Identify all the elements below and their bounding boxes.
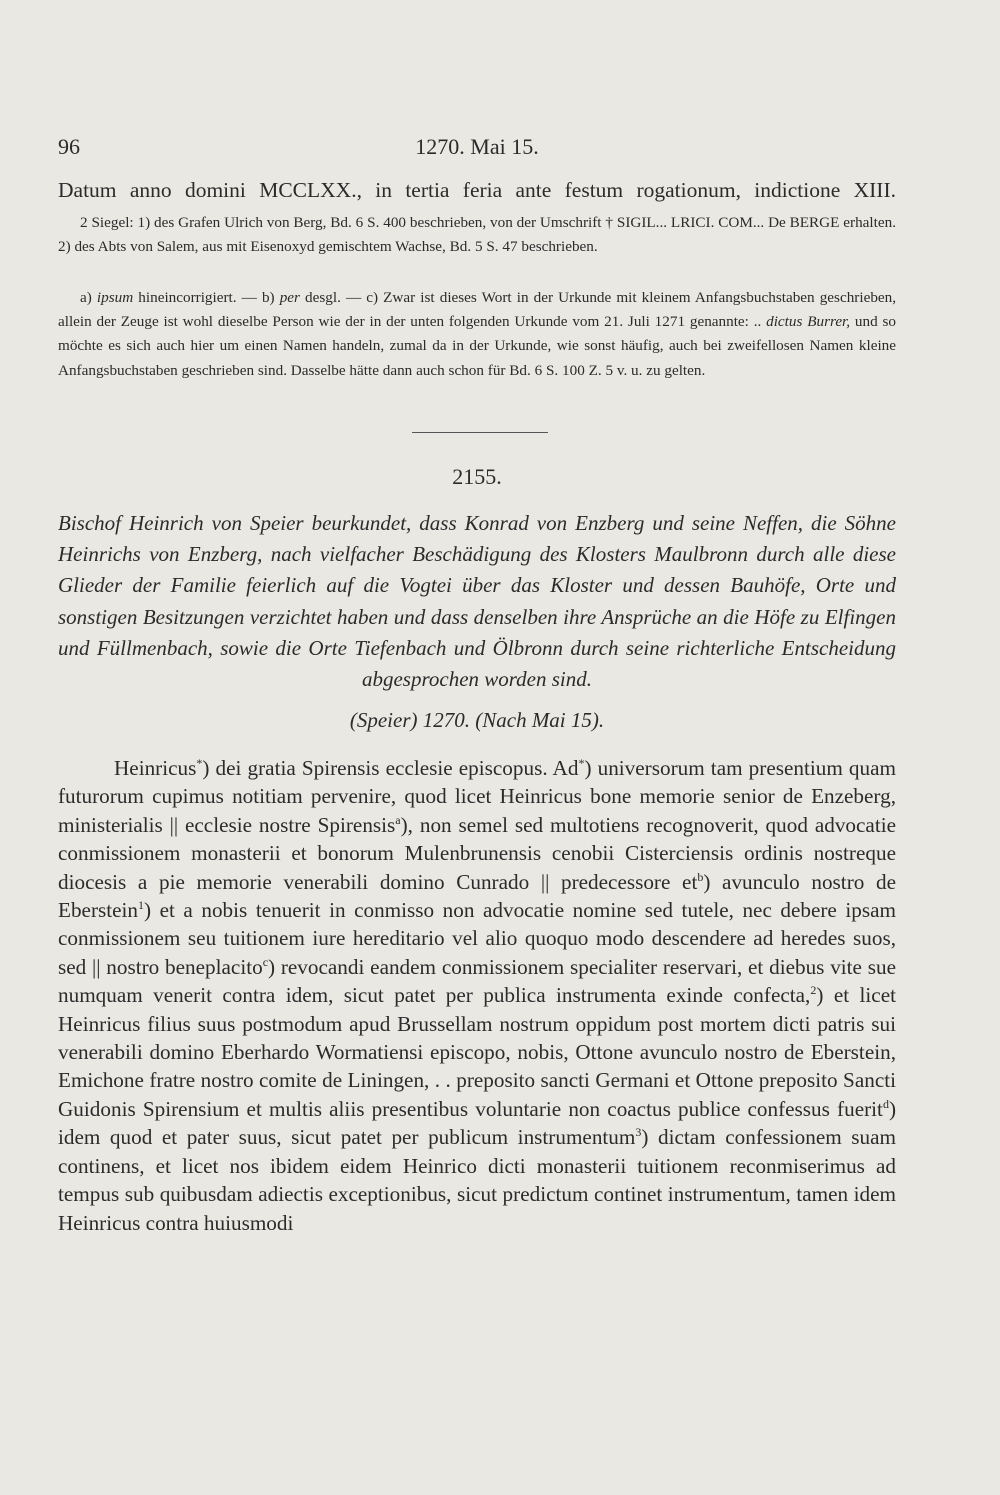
footnote-marker: d [882, 1096, 889, 1111]
note-c-term: dictus Burrer, [766, 313, 851, 331]
note-a-text: hineincorrigiert. — [138, 289, 257, 306]
note-b-label: b) [261, 289, 275, 306]
document-number: 2155. [452, 464, 502, 489]
footnote-marker: a [395, 812, 401, 827]
footnote-marker: b [697, 869, 704, 884]
seal-description: 2 Siegel: 1) des Grafen Ulrich von Berg, Bd. 6 S. 400 beschrieben, von der Umschrift † SIGIL... LRICI. COM... De BERGE erhalten. 2) des Abts von Salem, aus mit Eisenoxyd gemischtem Wachse, Bd. 5 S. 47 beschrieben. [58, 214, 896, 256]
text-segment: Heinricus [114, 756, 197, 780]
footnote-marker: 2 [810, 983, 817, 998]
page-number: 96 [58, 134, 80, 159]
regest-summary: Bischof Heinrich von Speier beurkundet, dass Konrad von Enzberg und seine Neffen, die Söhne Heinrichs von Enzberg, nach vielfacher Beschädigung des Klosters Maulbronn durch alle diese Glieder der Familie feierlich auf die Vogtei über das Kloster und dessen Bauhöfe, Orte und sonstigen Besitzungen verzichtet haben und dass denselben ihre Ansprüche an die Höfe zu Elfingen und Füllmenbach, sowie die Orte Tiefenbach und Ölbronn durch seine richterliche Entscheidung abgesprochen worden sind. [58, 511, 896, 692]
footnotes [58, 286, 896, 383]
note-a-label: a) [80, 289, 92, 306]
text-segment: ) et licet Heinricus filius suus postmodum apud Brussellam nostrum oppidum post mortem dicti patris sui venerabili domino Eberhardo Wormatiensi episcopo, nobis, Ottone avunculo nostro de Eberstein, Emichone fratre nostro comite de Liningen, . . preposito sancti Germani et Ottone preposito Sancti Guidonis Spirensium et multis aliis presentibus voluntarie non coactus publice confessus fuerit [58, 983, 896, 1121]
text-segment: ) dictam confessionem suam continens, et licet nos ibidem eidem Heinrico dicti monasterii tuitionem reconmiserimus ad tempus sub quibusdam adiectis exceptionibus, sicut predictum continet instrumentum, tamen idem Heinricus contra huiusmodi [58, 1125, 897, 1235]
footnote-marker: * [578, 755, 585, 770]
running-header [58, 134, 896, 168]
text-segment: ), non semel sed multotiens recognoverit, quod advocatie conmissionem monasterii et bonorum Mulenbrunensis cenobii Cisterciensis ordinis nostreque diocesis a pie memorie venerabili domino Cunrado || predecessore et [58, 812, 896, 894]
section-divider [412, 432, 548, 433]
text-segment: ) revocandi eandem conmissionem specialiter reservari, et diebus vite sue numquam venerit contra idem, sicut patet per publica instrumenta exinde confecta, [58, 954, 896, 1008]
text-segment: ) avunculo nostro de Eberstein [58, 869, 896, 923]
footnote-marker: 1 [138, 897, 145, 912]
note-b-text: desgl. — [305, 289, 362, 306]
charter-text [58, 754, 896, 1237]
text-segment: ) idem quod et pater suus, sicut patet per publicum instrumentum [58, 1096, 896, 1150]
text-segment: ) et a nobis tenuerit in conmisso non advocatie nomine sed tutele, nec debere ipsam conmissionem seu tuitionem iure hereditario vel alio quoquo modo descendere ad heredes suos, sed || nostro beneplacito [58, 898, 896, 979]
place-date-line: (Speier) 1270. (Nach Mai 15). [349, 708, 605, 732]
datum-line: Datum anno domini MCCLXX., in tertia feria ante festum rogationum, indictione XIII. [58, 178, 896, 202]
note-a-term: ipsum [96, 289, 134, 306]
note-c-text-2: und so möchte es sich auch hier um einen Namen handeln, zumal da in der Urkunde, wie sonst häufig, auch bei zweifellosen Namen kleine Anfangsbuchstaben geschrieben sind. Dasselbe hätte dann auch schon für Bd. 6 S. 100 Z. 5 v. u. zu gelten. [58, 313, 896, 379]
footnote-marker: c [262, 954, 269, 969]
header-date: 1270. Mai 15. [415, 134, 539, 159]
footnote-marker: * [196, 755, 203, 770]
text-segment: ) dei gratia Spirensis ecclesie episcopus. Ad [202, 756, 579, 780]
footnote-marker: 3 [635, 1125, 642, 1140]
note-b-term: per [279, 289, 300, 306]
text-segment: ) universorum tam presentium quam futurorum cupimus notitiam pervenire, quod licet Heinricus bone memorie senior de Enzeberg, ministerialis || ecclesie nostre Spirensis [58, 756, 896, 837]
note-c-text-1: c) Zwar ist dieses Wort in der Urkunde mit kleinem Anfangsbuchstaben geschrieben, allein der Zeuge ist wohl dieselbe Person wie der in der unten folgenden Urkunde vom 21. Juli 1271 genannte: .. [58, 289, 897, 331]
